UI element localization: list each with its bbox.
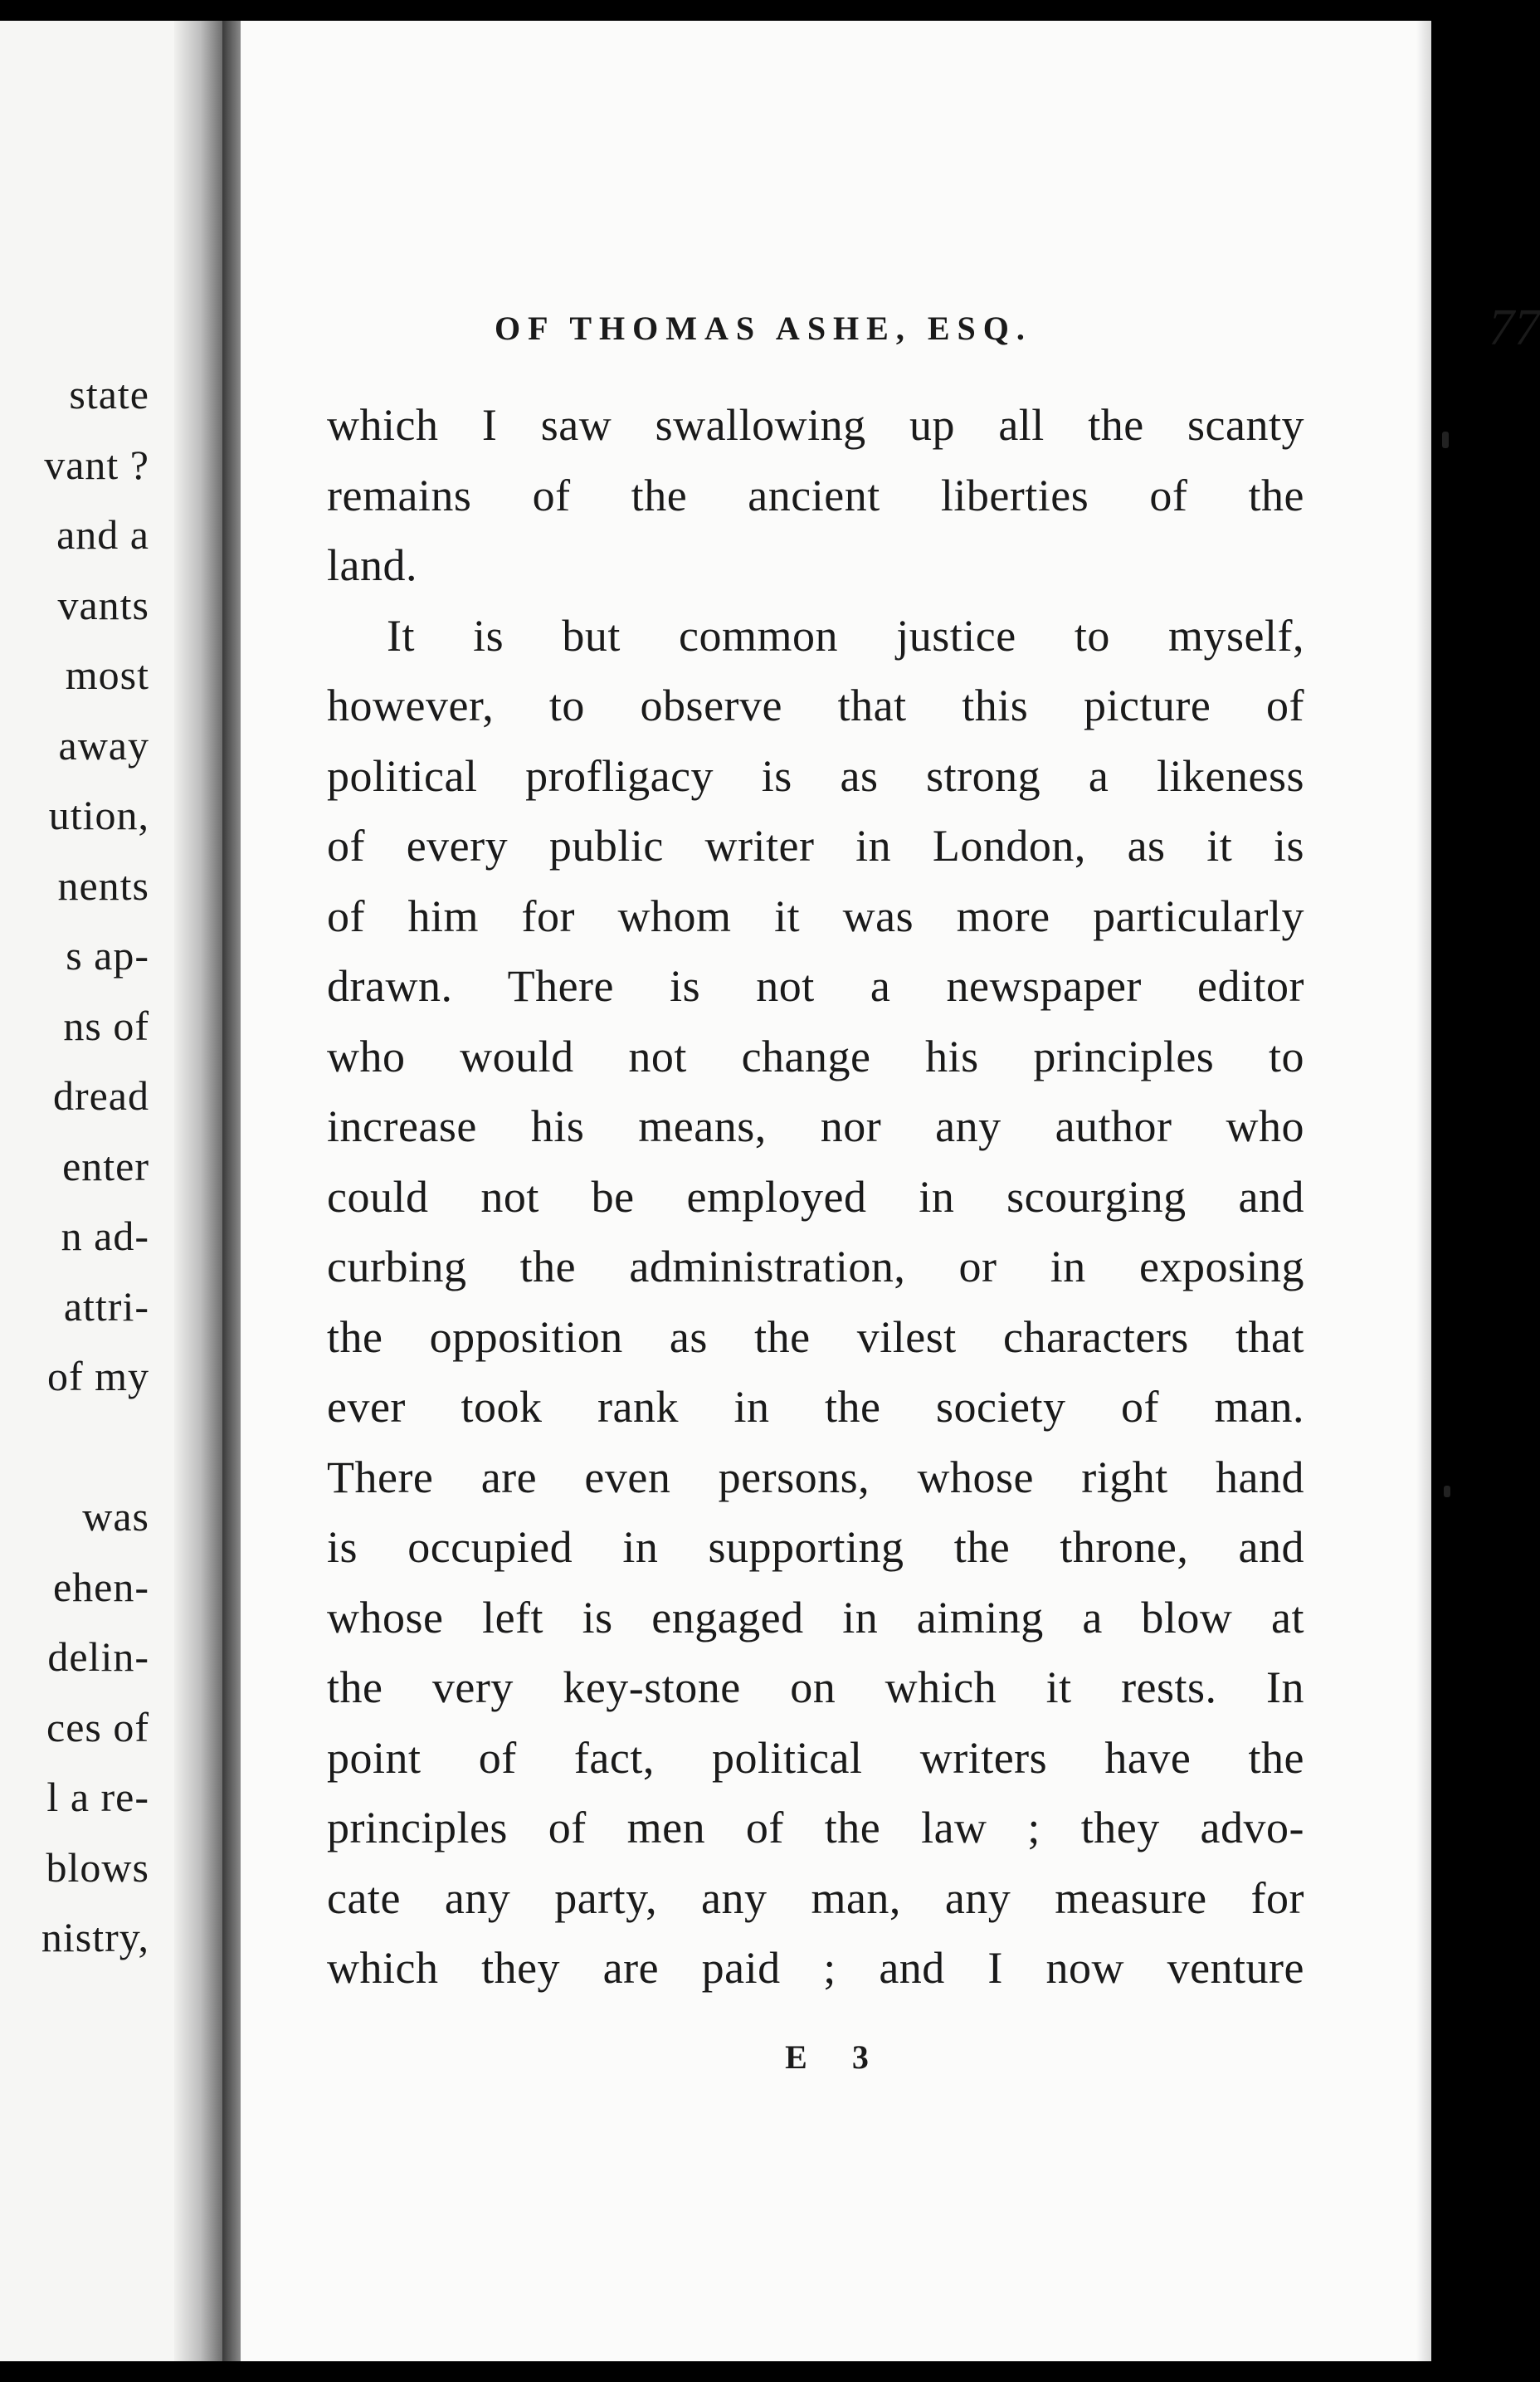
left-page-line: and a bbox=[56, 511, 149, 558]
body-text bbox=[327, 390, 1304, 2004]
text-line: of every public writer in London, as it is bbox=[327, 821, 1304, 871]
running-head bbox=[495, 299, 1540, 365]
text-line: There are even persons, whose right hand bbox=[327, 1452, 1304, 1502]
left-facing-page bbox=[0, 21, 222, 2361]
text-line: the very key-stone on which it rests. In bbox=[327, 1662, 1304, 1712]
signature-mark: E 3 bbox=[785, 2038, 887, 2076]
text-line: drawn. There is not a newspaper editor bbox=[327, 961, 1304, 1011]
text-line: political profligacy is as strong a likeness bbox=[327, 750, 1304, 801]
left-page-line: ns of bbox=[63, 1002, 149, 1049]
left-page-line: ces of bbox=[46, 1703, 149, 1750]
text-line: remains of the ancient liberties of the bbox=[327, 470, 1304, 520]
left-page-line: nents bbox=[57, 862, 149, 909]
text-line: curbing the administration, or in exposing bbox=[327, 1242, 1304, 1291]
left-page-line: attri- bbox=[63, 1282, 149, 1330]
left-page-line: l a re- bbox=[46, 1774, 149, 1820]
book-gutter bbox=[222, 21, 241, 2361]
left-page-line: state bbox=[69, 371, 149, 417]
page-number: 77 bbox=[1489, 300, 1540, 356]
text-line: increase his means, nor any author who bbox=[327, 1101, 1304, 1151]
left-page-line: vants bbox=[57, 581, 149, 628]
right-page-edge bbox=[1416, 21, 1431, 2361]
text-line: cate any party, any man, any measure for bbox=[327, 1872, 1304, 1923]
left-page-line: vant ? bbox=[44, 441, 149, 488]
left-page-line: of my bbox=[46, 1353, 149, 1399]
text-line: whose left is engaged in aiming a blow at bbox=[327, 1592, 1304, 1643]
text-line: of him for whom it was more particularly bbox=[327, 891, 1304, 941]
left-page-line: nistry, bbox=[41, 1914, 149, 1960]
text-line: the opposition as the vilest characters that bbox=[327, 1311, 1304, 1362]
text-line: land. bbox=[327, 540, 417, 590]
text-line: however, to observe that this picture of bbox=[327, 681, 1304, 730]
left-page-line: away bbox=[58, 721, 149, 769]
text-line: principles of men of the law ; they advo- bbox=[327, 1803, 1304, 1852]
text-line: is occupied in supporting the throne, and bbox=[327, 1522, 1304, 1572]
left-page-shadow bbox=[174, 21, 222, 2361]
left-page-line: enter bbox=[62, 1142, 149, 1189]
left-page-line: ehen- bbox=[52, 1563, 149, 1610]
text-line: point of fact, political writers have the bbox=[327, 1732, 1304, 1783]
margin-mark bbox=[1444, 1486, 1450, 1497]
left-page-text bbox=[0, 359, 149, 1973]
text-line: could not be employed in scourging and bbox=[327, 1171, 1304, 1222]
left-page-line: dread bbox=[52, 1072, 149, 1119]
left-page-line: delin- bbox=[47, 1633, 149, 1680]
right-page bbox=[241, 21, 1540, 2361]
running-title: OF THOMAS ASHE, ESQ. bbox=[495, 310, 1032, 347]
text-line: which I saw swallowing up all the scanty bbox=[327, 400, 1304, 450]
text-line: which they are paid ; and I now venture bbox=[327, 1943, 1304, 1993]
left-page-line: ution, bbox=[48, 792, 149, 838]
text-line: It is but common justice to myself, bbox=[387, 610, 1304, 661]
left-page-line: s ap- bbox=[66, 932, 149, 979]
left-page-line: n ad- bbox=[61, 1213, 149, 1259]
left-page-line: was bbox=[82, 1493, 149, 1540]
left-page-line: most bbox=[65, 652, 149, 698]
left-page-line: blows bbox=[46, 1843, 149, 1891]
text-line: who would not change his principles to bbox=[327, 1031, 1304, 1081]
text-line: ever took rank in the society of man. bbox=[327, 1382, 1304, 1432]
margin-mark bbox=[1442, 432, 1449, 448]
left-page-line bbox=[0, 1412, 149, 1482]
